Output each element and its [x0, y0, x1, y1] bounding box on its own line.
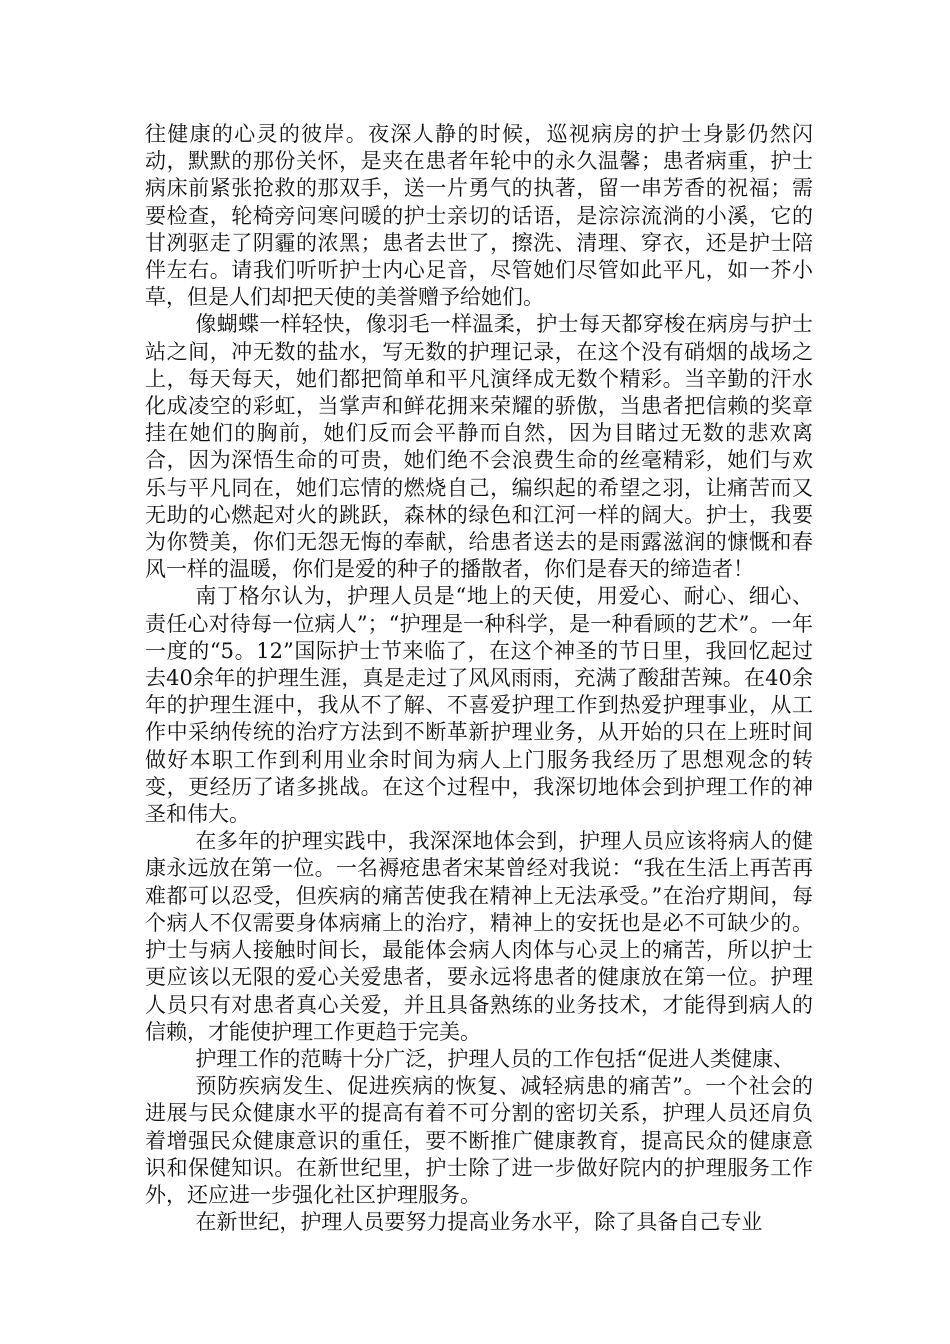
paragraph-3: 南丁格尔认为，护理人员是“地上的天使，用爱心、耐心、细心、责任心对待每一位病人”；“护理是一种科学，是一种看顾的艺术”。一年一度的“5。12”国际护士节来临了，在这个神圣的节日里，我回忆起过去40余年的护理生涯，真是走过了风风雨雨，充满了酸甜苦辣。在40余年的护理生涯中，我从不了解、不喜爱护理工作到热爱护理事业，从工作中采纳传统的治疗方法到不断革新护理业务，从开始的只在上班时间做好本职工作到利用业余时间为病人上门服务我经历了思想观念的转变，更经历了诸多挑战。在这个过程中，我深切地体会到护理工作的神圣和伟大。 — [145, 584, 813, 827]
paragraph-4: 在多年的护理实践中，我深深地体会到，护理人员应该将病人的健康永远放在第一位。一名褥疮患者宋某曾经对我说：“我在生活上再苦再难都可以忍受，但疾病的痛苦使我在精神上无法承受。”在治疗期间，每个病人不仅需要身体病痛上的治疗，精神上的安抚也是必不可缺少的。护士与病人接触时间长，最能体会病人肉体与心灵上的痛苦，所以护士更应该以无限的爱心关爱患者，要永远将患者的健康放在第一位。护理人员只有对患者真心关爱，并且具备熟练的业务技术，才能得到病人的信赖，才能使护理工作更趋于完美。 — [145, 829, 813, 1044]
paragraph-5: 护理工作的范畴十分广泛，护理人员的工作包括“促进人类健康、 — [195, 1046, 795, 1071]
paragraph-2: 像蝴蝶一样轻快，像羽毛一样温柔，护士每天都穿梭在病房与护士站之间，冲无数的盐水，写无数的护理记录，在这个没有硝烟的战场之上，每天每天，她们都把简单和平凡演绎成无数个精彩。当辛勤的汗水化成凌空的彩虹，当掌声和鲜花拥来荣耀的骄傲，当患者把信赖的奖章挂在她们的胸前，她们反而会平静而自然，因为目睹过无数的悲欢离合，因为深悟生命的可贵，她们绝不会浪费生命的丝毫精彩，她们与欢乐与平凡同在，她们忘情的燃烧自己，编织起的希望之羽，让痛苦而又无助的心燃起对火的跳跃，森林的绿色和江河一样的阔大。护士，我要为你赞美，你们无怨无悔的奉献，给患者送去的是雨露滋润的慷慨和春风一样的温暖，你们是爱的种子的播散者，你们是春天的缔造者！ — [145, 312, 813, 582]
paragraph-7: 在新世纪，护理人员要努力提高业务水平，除了具备自己专业 — [195, 1210, 763, 1235]
paragraph-6: 预防疾病发生、促进疾病的恢复、减轻病患的痛苦”。一个社会的进展与民众健康水平的提高有着不可分割的密切关系，护理人员还肩负着增强民众健康意识的重任，要不断推广健康教育，提高民众的健康意识和保健知识。在新世纪里，护士除了进一步做好院内的护理服务工作外，还应进一步强化社区护理服务。 — [145, 1074, 813, 1207]
document-body — [145, 121, 813, 1236]
paragraph-1: 往健康的心灵的彼岸。夜深人静的时候，巡视病房的护士身影仍然闪动，默默的那份关怀，是夹在患者年轮中的永久温馨；患者病重，护士病床前紧张抢救的那双手，送一片勇气的执著，留一串芳香的祝福；需要检查，轮椅旁问寒问暖的护士亲切的话语，是淙淙流淌的小溪，它的甘冽驱走了阴霾的浓黑；患者去世了，擦洗、清理、穿衣，还是护士陪伴左右。请我们听听护士内心足音，尽管她们尽管如此平凡，如一芥小草，但是人们却把天使的美誉赠予给她们。 — [145, 122, 813, 310]
